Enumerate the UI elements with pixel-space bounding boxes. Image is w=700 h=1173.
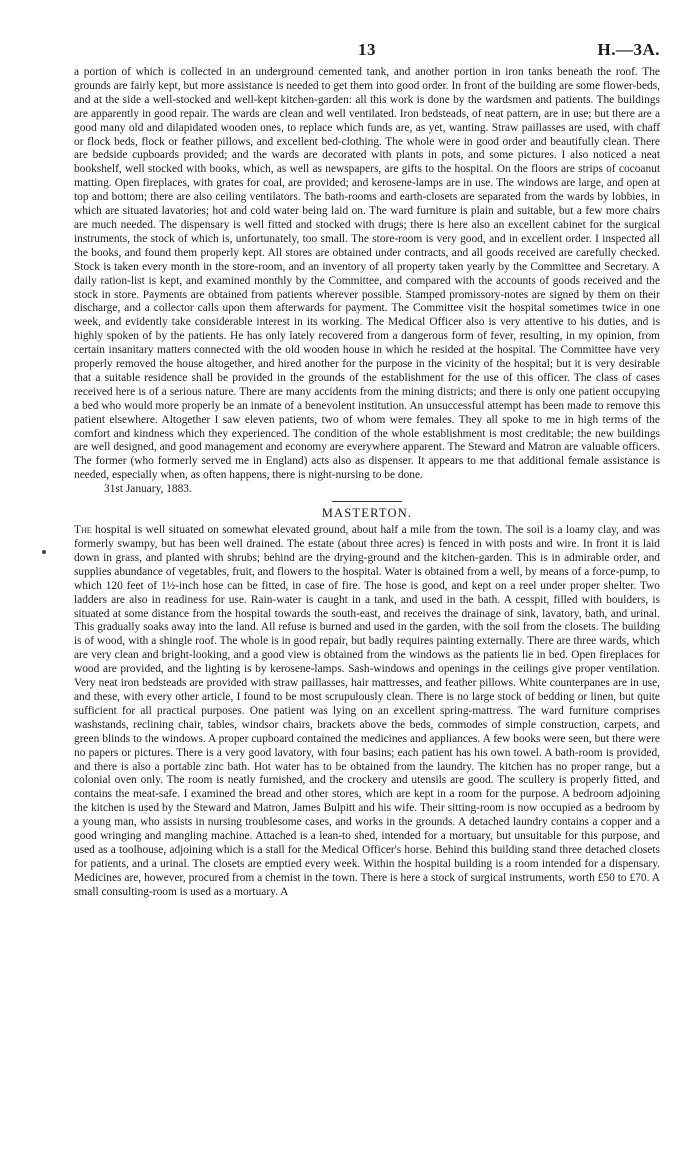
document-reference: H.—3A. — [597, 40, 660, 59]
masterton-paragraph — [74, 524, 660, 899]
page-header — [74, 40, 660, 66]
report-paragraph-continued: a portion of which is collected in an underground cemented tank, and another portion in iron tanks beneath the roof. The grounds are fairly kept, but more assistance is needed to get them into good order. In front of the building are some flower-beds, and at the side a well-stocked and well-kept kitchen-garden: all this work is done by the wardsmen and patients. The buildings are apparently in good repair. The wards are clean and well ventilated. Iron bedsteads, of neat pattern, are in use; but there are a good many old and dilapidated wooden ones, to replace which funds are, as yet, wanting. Straw paillasses are used, with chaff or flock beds, flock or feather pillows, and excellent bed-clothing. The whole were in good order and beautifully clean. There are bedside cupboards provided; and the wards are decorated with plants in pots, and some pictures. I also noticed a neat bookshelf, well stocked with books, which, as well as newspapers, are gifts to the hospital. On the floors are strips of cocoanut matting. Open fireplaces, with grates for coal, are provided; and kerosene-lamps are in use. The windows are large, and open at top and bottom; there are also ceiling ventilators. The bath-rooms and earth-closets are separated from the wards by lobbies, in which are situated lavatories; hot and cold water being laid on. The ward furniture is plain and suitable, but a few more chairs are much needed. The dispensary is well fitted and stocked with drugs; there is here also an excellent cabinet for the surgical instruments, the stock of which is, unfortunately, too small. The store-room is very good, and in excellent order. I inspected all the books, and found them properly kept. All stores are obtained under contracts, and all goods received are carefully checked. Stock is taken every month in the store-room, and an inventory of all property taken yearly by the Committee and Secretary. A daily ration-list is kept, and examined monthly by the Committee, and compared with the accounts of goods received and the stock in store. Payments are obtained from patients wherever possible. Stamped promissory-notes are signed by them on their discharge, and a collector calls upon them afterwards for payment. The Committee visit the hospital sometimes twice in one week, and evidently take considerable interest in its working. The Medical Officer also is very attentive to his duties, and is highly spoken of by the patients. He has only lately recovered from a dangerous form of fever, resulting, in my opinion, from certain insanitary matters connected with the old wooden house in which he resided at the hospital. The Committee have very properly removed the house altogether, and hired another for the purpose in the vicinity of the hospital; but it is very desirable that a suitable residence shall be provided in the grounds of the establishment for the use of this officer. The class of cases received here is of a serious nature. There are many accidents from the mining districts; and there is only one patient occupying a bed who would more properly be an inmate of a benevolent institution. An unsuccessful attempt has been made to remove this patient elsewhere. Altogether I saw eleven patients, two of whom were females. They all spoke to me in high terms of the comfort and kindness which they experienced. The condition of the whole establishment is most creditable; the new buildings are well designed, and good management and economy are everywhere apparent. The Steward and Matron are valuable officers. The former (who formerly served me in England) acts also as dispenser. It appears to me that additional female assistance is needed, especially when, as often happens, there is night-nursing to be done. — [74, 66, 660, 482]
report-date: 31st January, 1883. — [104, 483, 192, 496]
section-divider — [332, 501, 402, 502]
masterton-paragraph-text: hospital is well situated on somewhat elevated ground, about half a mile from the town. The soil is a loamy clay, and was formerly swampy, but has been well drained. The estate (about three acres) is fenced in with posts and wire. In front it is laid down in grass, and planted with shrubs; behind are the drying-ground and the kitchen-garden. This is in admirable order, and supplies abundance of vegetables, fruit, and flowers to the hospital. Water is obtained from a well, by means of a force-pump, to which 120 feet of 1½-inch hose can be fitted, in case of fire. The hose is good, and kept on a reel under proper shelter. Two ladders are also in readiness for use. Rain-water is caught in a tank, and used in the bath. A cesspit, filled with boulders, is situated at some distance from the hospital towards the south-east, and receives the drainage of sink, lavatory, bath, and urinal. This gradually soaks away into the land. All refuse is burned and used in the garden, with the soil from the closets. The building is of wood, with a shingle roof. The whole is in good repair, but badly requires painting externally. There are three wards, which are very clean and bright-looking, and a good view is obtained from the windows as the patients lie in bed. Open fireplaces for wood are provided, and the lighting is by kerosene-lamps. Sash-windows and openings in the ceilings give proper ventilation. Very neat iron bedsteads are provided with straw paillasses, hair mattresses, and feather pillows. White counterpanes are in use, and these, with every other article, I found to be most scrupulously clean. There is no large stock of bedding or linen, but quite sufficient for all practical purposes. One patient was lying on an excellent spring-mattress. The ward furniture comprises washstands, reclining chair, tables, windsor chairs, brackets above the beds, commodes of simple construction, carpets, and green blinds to the windows. A proper cupboard contained the medicines and appliances. A few books were seen, but there were no papers or pictures. There is a very good lavatory, with four basins; each patient has his own towel. A bath-room is provided, and there is also a portable zinc bath. Hot water has to be obtained from the laundry. The kitchen has no proper range, but a colonial oven only. The room is neatly furnished, and the crockery and utensils are good. The scullery is properly fitted, and contains the meat-safe. I examined the bread and other stores, which are kept in a room for the purpose. A bedroom adjoining the kitchen is used by the Steward and Matron, James Bulpitt and his wife. Their sitting-room is now occupied as a bedroom by a young man, who assists in nursing troublesome cases, and works in the grounds. A detached laundry contains a copper and a good wringing and mangling machine. Attached is a lean-to shed, intended for a mortuary, but unsuitable for this purpose, and used as a toolhouse, adjoining which is a stall for the Medical Officer's horse. Behind this building stand three detached closets for patients, and a urinal. The closets are emptied every week. Within the hospital building is a room intended for a dispensary. Medicines are, however, procured from a chemist in the town. There is here a stock of surgical instruments, worth £50 to £70. A small consulting-room is used as a mortuary. A — [74, 524, 660, 898]
section-heading-masterton: MASTERTON. — [321, 506, 413, 521]
page-number: 13 — [358, 40, 376, 59]
margin-mark — [42, 550, 46, 554]
paragraph-lead-word: The — [74, 524, 92, 537]
